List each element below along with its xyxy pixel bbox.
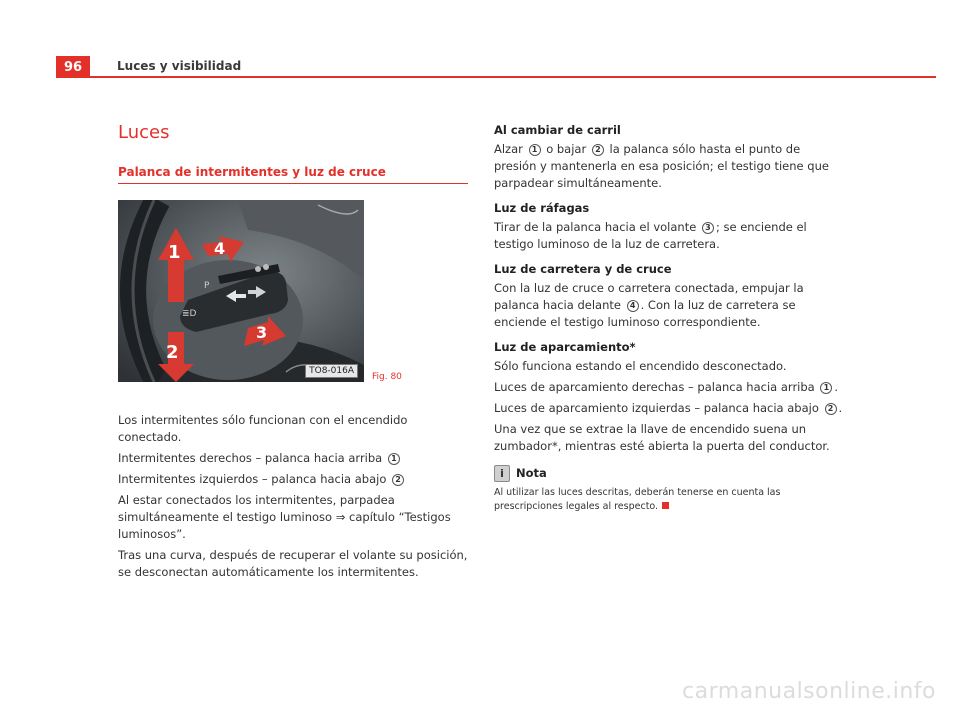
note-icon: i xyxy=(494,465,510,482)
para-flash: Tirar de la palanca hacia el volante 3 ; se enciende el testigo luminoso de la luz de carretera. xyxy=(494,220,807,251)
watermark: carmanualsonline.info xyxy=(682,679,936,704)
end-square-icon xyxy=(662,502,669,509)
header-rule xyxy=(90,76,936,78)
chapter-subtitle: Palanca de intermitentes y luz de cruce xyxy=(118,165,468,184)
para-right-signals: Intermitentes derechos – palanca hacia arriba 1 xyxy=(118,450,468,467)
para-auto-cancel: Tras una curva, después de recuperar el volante su posición, se desconectan automáticamente los intermitentes. xyxy=(118,548,468,579)
heading-lane-change: Al cambiar de carril xyxy=(494,123,621,137)
heading-parking-lights: Luz de aparcamiento* xyxy=(494,340,636,354)
page-number: 96 xyxy=(56,56,90,78)
para-buzzer: Una vez que se extrae la llave de encendido suena un zumbador*, mientras esté abierta la puerta del conductor. xyxy=(494,422,830,453)
heading-flash: Luz de ráfagas xyxy=(494,201,590,215)
ref-1-icon: 1 xyxy=(388,453,400,465)
heading-high-low-beam: Luz de carretera y de cruce xyxy=(494,262,672,276)
ref-1-icon: 1 xyxy=(820,382,832,394)
right-column xyxy=(494,122,844,514)
para-parking-1: Sólo funciona estando el encendido desconectado. xyxy=(494,359,787,373)
lever-illustration xyxy=(118,200,364,382)
callout-2: 2 xyxy=(166,342,179,363)
svg-text:≣D: ≣D xyxy=(182,309,197,319)
ref-2-icon: 2 xyxy=(392,474,404,486)
para-left-signals: Intermitentes izquierdos – palanca hacia abajo 2 xyxy=(118,471,468,488)
para-ignition: Los intermitentes sólo funcionan con el encendido conectado. xyxy=(118,413,408,444)
note-title: Nota xyxy=(516,466,547,480)
para-parking-left: Luces de aparcamiento izquierdas – palanca hacia abajo 2 . xyxy=(494,401,843,415)
left-column-header xyxy=(118,120,468,184)
para-warning-light: Al estar conectados los intermitentes, parpadea simultáneamente el testigo luminoso ⇒ capítulo “Testigos luminosos”. xyxy=(118,493,451,541)
note-box xyxy=(494,465,844,514)
figure-label: Fig. 80 xyxy=(372,372,402,382)
ref-2-icon: 2 xyxy=(592,144,604,156)
figure-turn-signal-lever xyxy=(118,200,364,382)
svg-text:P: P xyxy=(204,281,210,291)
ref-4-icon: 4 xyxy=(627,300,639,312)
ref-2-icon: 2 xyxy=(825,403,837,415)
section-title: Luces y visibilidad xyxy=(117,59,242,73)
note-text: Al utilizar las luces descritas, deberán tenerse en cuenta las prescripciones legales al respecto. xyxy=(494,487,781,512)
ref-3-icon: 3 xyxy=(702,222,714,234)
para-parking-right: Luces de aparcamiento derechas – palanca hacia arriba 1 . xyxy=(494,380,839,394)
callout-3: 3 xyxy=(256,323,268,342)
figure-code: TO8-016A xyxy=(305,364,358,378)
chapter-title: Luces xyxy=(118,122,170,143)
callout-1: 1 xyxy=(168,242,181,263)
callout-4: 4 xyxy=(214,239,226,258)
para-high-low-beam: Con la luz de cruce o carretera conectada, empujar la palanca hacia delante 4 . Con la luz de carretera se enciende el testigo luminoso correspondiente. xyxy=(494,281,804,329)
left-text xyxy=(118,412,468,585)
ref-1-icon: 1 xyxy=(529,144,541,156)
para-lane-change: Alzar 1 o bajar 2 la palanca sólo hasta el punto de presión y mantenerla en esa posición; el testigo tiene que parpadear simultáneamente. xyxy=(494,142,829,190)
